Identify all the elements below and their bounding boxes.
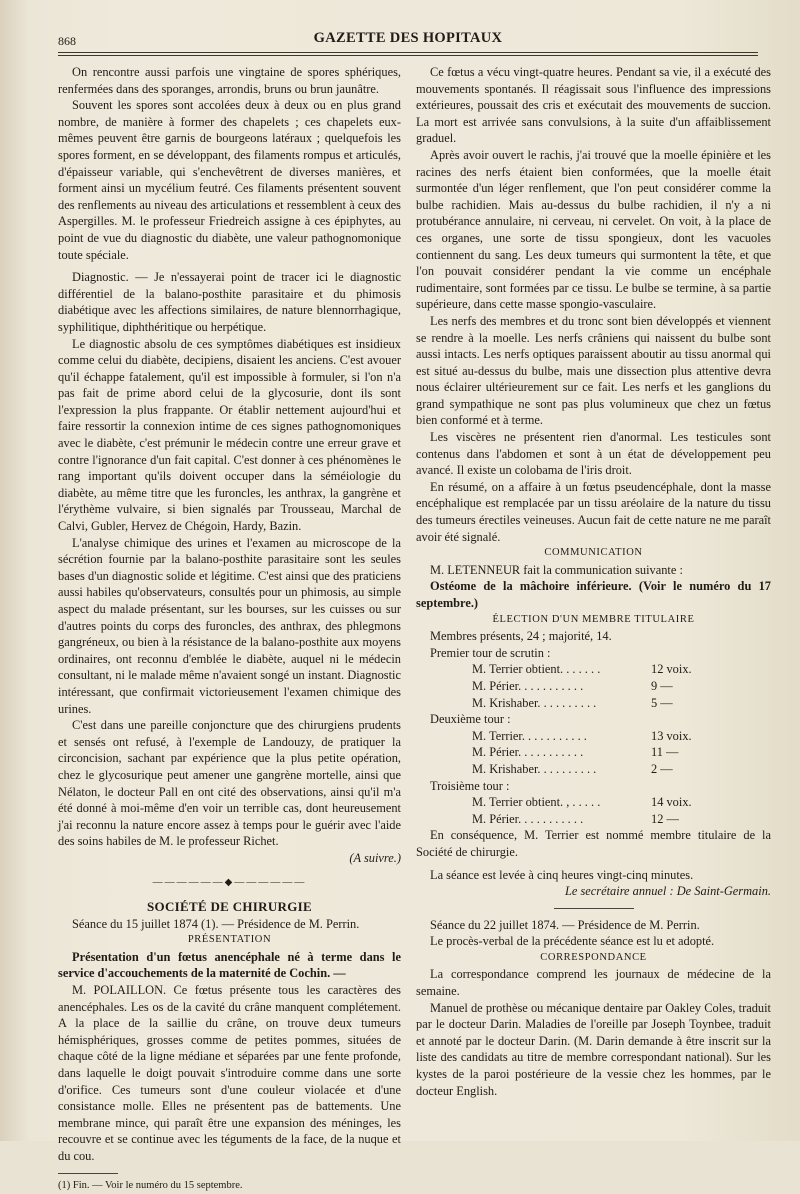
vote-table-round1: [416, 661, 771, 711]
ornament-divider: ——————◆——————: [152, 876, 307, 888]
section-divider: [554, 908, 634, 909]
presentation-title: Présentation d'un fœtus anencéphale né à terme dans le service d'accouchements de la maternité de Cochin. —: [58, 949, 401, 981]
secretary-signature: Le secrétaire annuel : De Saint-Germain.: [564, 884, 771, 899]
vote-table-round3: [416, 794, 771, 827]
paragraph: Manuel de prothèse ou mécanique dentaire par Oakley Coles, traduit par le docteur Darin. Maladies de l'oreille par Joseph Toynbee, traduit et annoté par le docteur Darin. (M. Darin demande à être inscrit sur la liste des candidats au titre de membre correspondant national). Sur les kystes de la paroi postérieure de la vessie chez les hommes, par le docteur English.: [416, 1000, 771, 1098]
session-line: Séance du 22 juillet 1874. — Présidence de M. Perrin.: [430, 917, 700, 932]
vote-row: M. Périer. . . . . . . . . . . 9 —: [472, 678, 673, 693]
paragraph: L'analyse chimique des urines et l'examen au microscope de la sécrétion fournie par la balano-posthite parasitaire sont les seules bases d'un diagnostic solide et légitime. C'est ainsi que des praticiens aussi habiles qu'observateurs, consultés pour un phimosis, au simple aspect du malade présentant, sur les bourses, sur les cuisses ou sur d'autres points du corps des furoncles, des anthrax, des phlegmons gangréneux, ou bien à la résistance de la balano-posthite aux moyens ordinaires, ont reconnu d'emblée le diabète, auquel ni le médecin consultant, ni le malade même n'avaient songé un instant. Diagnostic intéressant, que confirmait victorieusement l'examen chimique des urines.: [58, 535, 401, 716]
paragraph: En résumé, on a affaire à un fœtus pseudencéphale, dont la masse encéphalique est remplacée par un tissu aréolaire de la nature du tissu des tumeurs érectiles veineuses. Aucun fait de cette nature ne me paraît avoir été signalé.: [416, 479, 771, 544]
communication-heading: COMMUNICATION: [544, 547, 643, 559]
round-label: Troisième tour :: [430, 778, 510, 793]
paragraph: Le procès-verbal de la précédente séance est lu et adopté.: [430, 934, 715, 949]
presentation-heading: PRÉSENTATION: [187, 934, 272, 946]
paragraph: Diagnostic. — Je n'essayerai point de tracer ici le diagnostic différentiel de la balano-posthite parasitaire et du phimosis diabétique avec les affections similaires, de nature blennorrhagique, syphilitique, diphthéritique ou herpétique.: [58, 270, 401, 334]
vote-row: M. Krishaber. . . . . . . . . . 5 —: [472, 695, 673, 710]
vote-row: M. Périer. . . . . . . . . . . 11 —: [472, 745, 679, 760]
page-number: 868: [58, 34, 76, 48]
vote-row: M. Terrier obtient. , . . . . . 14 voix.: [472, 795, 692, 810]
round-label: Deuxième tour :: [430, 712, 511, 727]
paragraph: La correspondance comprend les journaux de médecine de la semaine.: [416, 967, 771, 999]
vote-row: M. Terrier. . . . . . . . . . . 13 voix.: [472, 728, 692, 743]
paragraph: En conséquence, M. Terrier est nommé membre titulaire de la Société de chirurgie.: [416, 828, 771, 859]
paragraph: Après avoir ouvert le rachis, j'ai trouvé que la moelle épinière et les racines des nerfs étaient bien conformées, que la moelle était surmontée d'un léger renflement, que l'on peut considérer comme la bulbe rachidien. Mais au-dessus du bulbe rachidien, il n'y a ni protubérance annulaire, ni cerveau, ni cervelet. On voit, à la place de ces organes, une sorte de tissu spongieux, dont les vacuoles contiennent du sang. Les deux tumeurs qui surmontent la tête, et que l'on pouvait considérer pendant la vie comme un encéphale rudimentaire, sont formées par ce tissu. Le bulbe se termine, à sa partie supérieure, dans cette masse spongio-vasculaire.: [416, 147, 771, 312]
paragraph: Les viscères ne présentent rien d'anormal. Les testicules sont contenus dans l'abdomen et sont à un état de développement peu avancé. Il existe un colobama de l'iris droit.: [416, 430, 771, 478]
to-follow-note: (A suivre.): [349, 850, 401, 865]
paragraph: Ce fœtus a vécu vingt-quatre heures. Pendant sa vie, il a exécuté des mouvements spontanés. Il réagissait sous l'influence des impressions extérieures, poussait des cris et exécutait des mouvements de succion. La mort est arrivée sans convulsions, à la suite d'un affaiblissement graduel.: [416, 65, 771, 146]
vote-row: M. Krishaber. . . . . . . . . . 2 —: [472, 761, 673, 776]
paragraph: La séance est levée à cinq heures vingt-cinq minutes.: [430, 867, 694, 882]
page-header: [58, 26, 758, 58]
osteome-title: Ostéome de la mâchoire inférieure. (Voir le numéro du 17 septembre.): [416, 579, 771, 610]
society-title: SOCIÉTÉ DE CHIRURGIE: [147, 899, 312, 915]
journal-title: GAZETTE DES HOPITAUX: [313, 30, 503, 46]
session-line: Séance du 15 juillet 1874 (1). — Présidence de M. Perrin.: [72, 916, 360, 931]
right-column: [416, 64, 771, 1099]
header-rule: [58, 52, 758, 56]
communication-intro: M. LETENNEUR fait la communication suivante :: [430, 562, 683, 577]
left-column: [58, 64, 401, 1194]
members-line: Membres présents, 24 ; majorité, 14.: [430, 629, 612, 644]
paragraph: On rencontre aussi parfois une vingtaine de spores sphériques, renfermées dans des sporanges, arrondis, bruns ou brun jaunâtre.: [58, 65, 401, 96]
footnote: (1) Fin. — Voir le numéro du 15 septembre.: [58, 1179, 243, 1191]
correspondance-heading: CORRESPONDANCE: [540, 951, 647, 963]
footnote-rule: [58, 1173, 118, 1174]
vote-row: M. Terrier obtient. . . . . . . 12 voix.: [472, 662, 692, 677]
vote-table-round2: [416, 728, 771, 778]
vote-row: M. Périer. . . . . . . . . . . 12 —: [472, 811, 679, 826]
paragraph: C'est dans une pareille conjoncture que des chirurgiens prudents et sensés ont refusé, à l'exemple de Landouzy, de pratiquer la circoncision, sachant par expérience que la plus petite opération, chez le glycosurique peut amener une gangrène mortelle, ainsi que Nélaton, le docteur Pall en ont cité des observations, ainsi qu'il m'a été donné à moi-même d'en voir un terrible cas, dont heureusement j'ai reconnu la nature encore assez à temps pour le guérir avec l'aide des soins habiles de M. le professeur Richet.: [58, 718, 401, 849]
paragraph: Souvent les spores sont accolées deux à deux ou en plus grand nombre, de manière à former des chapelets ; ces chapelets eux-mêmes peuvent être garnis de bourgeons latéraux ; quelquefois les spores forment, en se développant, des filaments rompus et articulés, d'épaisseur variable, qui s'enchevêtrent de diverses manières, et forment ainsi un mycélium feutré. Ces filaments présentent souvent des renflements au niveau des articulations et ressemblent à ceux des Aspergilles. M. le professeur Friedreich assigne à ces épiphytes, au point de vue du diagnostic du diabète, une valeur pathognomonique toute spéciale.: [58, 98, 401, 262]
paragraph: M. POLAILLON. Ce fœtus présente tous les caractères des anencéphales. Les os de la cavité du crâne manquent complétement. A la place de la saillie du crâne, on trouve deux tumeurs hémisphériques, grosses comme de petites pommes, situées de chaque côté de la ligne médiane et séparées par une fente profonde, dans laquelle le doigt pouvait s'introduire comme dans une sorte d'orifice. Ces tumeurs sont d'une couleur violacée et d'une consistance molle. Elles ne présentent pas de battements. Une membrane mince, qui paraît être une expansion des méninges, les recouvre et se continue avec les téguments de la face, de la nuque et du cou.: [58, 983, 401, 1163]
election-heading: ÉLECTION D'UN MEMBRE TITULAIRE: [492, 613, 695, 625]
paragraph: Le diagnostic absolu de ces symptômes diabétiques est insidieux comme celui du diabète, decipiens, disaient les anciens. C'est avouer qu'il échappe fatalement, qu'il est impossible à formuler, si l'on n'a pas fait de prime abord celui de la glycosurie, dont ils sont l'expression la plus frappante. Or établir nettement aujourd'hui et faire ressortir la connexion intime de ces signes pathognomoniques avec le diabète, c'est prémunir le médecin contre une erreur grave et contre l'ignorance d'un fait capital. C'est donner à ces phénomènes le rang important qu'ils doivent occuper dans la séméiologie du diabète, au même titre que les furoncles, les anthrax, la gangrène et l'érythème vulvaire, si bien signalés par Trousseau, Marchal de Calvi, Gubler, Hervez de Chégoin, Hardy, Bazin.: [58, 336, 401, 534]
round-label: Premier tour de scrutin :: [430, 645, 551, 660]
paragraph: Les nerfs des membres et du tronc sont bien développés et viennent se rendre à la moelle. Les nerfs crâniens qui naissent du bulbe sont aussi intacts. Les nerfs optiques paraissent aboutir au tissu anormal qui est situé au-dessus du bulbe, mais une dissection plus attentive devra nous éclairer ultérieurement sur ce fait. Les nerfs et les ganglions du grand sympathique ne sont pas plus volumineux que chez un fœtus bien conformé et à terme.: [416, 313, 771, 428]
